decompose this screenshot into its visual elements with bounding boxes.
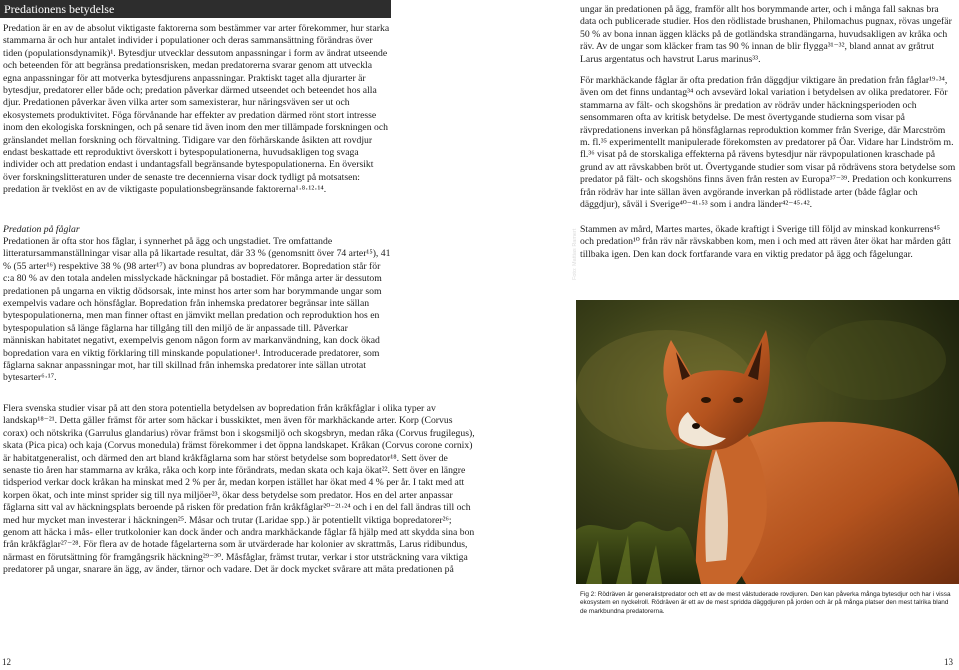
figure-caption: Fig 2: Rödräven är generalistpredator och ett av de mest välstuderade rovdjuren. Den kan påverka många bytesdjur och har i vissa ekosystem en nyckelroll. Rödräven är ett av de mest spridda däggdjuren på jorden och är på många platser den mest talrika bland de markbundna predatorerna. (580, 591, 951, 615)
gulls-paragraph: ungar än predationen på ägg, framför allt hos borymmande arter, och i många fall saknas bra data och publicerade studier. Hos den rödlistade brushanen, Philomachus pugnax, rövas ungefär 50 % av bona innan äggen kläcks på de gotländska strandängarna, huvudsakligen av kråka och räv. Av de ungar som kläcker fram tas 90 % innan de blir flygga³¹⁻³², bland annat av gråtrut Larus argentatus och havstrut Larus marinus³³. (580, 4, 952, 65)
photo-credit: Foto: Mattias Ramert (572, 228, 578, 280)
section-title: Predationens betydelse (0, 0, 391, 18)
corvid-paragraph: Flera svenska studier visar på att den stora potentiella betydelsen av bopredation från kråkfåglar i olika typer av landskap¹⁸⁻²¹. Detta gäller främst för arter som häckar i busskiktet, men även för markhäckande arter. Korp (Corvus corax) och nötskrika (Garrulus glandarius) rövar främst bon i skogsmiljö och skogsbryn, medan råka (Corvus frugilegus), skata (Pica pica) och kaja (Corvus monedula) främst förekommer i det öppna landskapet. Kråkan (Corvus corone cornix) är habitatgeneralist, och därmed den art bland kråkfåglarna som har störst betydelse som bopredator¹⁸. Sett över de senaste tio åren har stammarna av kråka, råka och korp inte förändrats, medan skata och kaja ökat²². Sett över en längre tidsperiod verkar dock kråkan ha minskat med 2 % per år, medan korpen istället har ökat med 4 % per år. I takt med att korpen ökat, och inte minst sprider sig till nya miljöer²³, ökar dess betydelse som predator. Hos en del arter anpassar fåglarna sitt val av häckningsplats beroende på risken för predation från kråkfåglar²⁰⁻²¹·²⁴ och i en del fall ändras till och med hur mycket man investerar i häckningen²⁵. Måsar och trutar (Laridae spp.) är potentiellt viktiga bopredatorer²⁶; genom att häcka i mås- eller trutkolonier kan dock änder och andra markhäckande fåglar få hjälp med att skydda sina bon från kråkfåglar²⁷⁻²⁸. För flera av de hotade fågelarterna som är utvärderade har kolonier av skrattmås, Larus ridibundus, närmast en förutsättning för framgångsrik häckning²⁹⁻³⁰. Måsfåglar, främst trutar, verkar i stor utsträckning vara viktiga predatorer på ungar, snarare än ägg, av änder, tärnor och vadare. Det är dock mycket svårare att mäta predationen på (3, 403, 475, 576)
intro-paragraph: Predation är en av de absolut viktigaste faktorerna som bestämmer var arter förekommer, hur starka stammarna är och hur antalet individer i populationer och deras sammansättning förändras över tiden (populationsdynamik)¹. Bytesdjur utvecklar dessutom anpassningar i form av ändrat utseende och beteenden för att begränsa predationsrisken, medan predatorerna svarar genom att utveckla egna anpassningar för att motverka bytesdjurens anpassningar. Praktiskt taget alla djurarter är bytesdjur, predatorer eller både och; predation påverkar därmed utseendet och beteendet hos alla djur. Predationen påverkar även vilka arter som samexisterar, hur näringsväven ser ut och ekosystemets produktivitet. Föga förvånande har effekter av predation därmed rönt stort intresse inom den ekologiska forskningen, och på senare tid även inom den mer tillämpade forskningen och gränslandet mellan forskning och förvaltning. Tidigare var den förhärskande åsikten att rovdjur endast beskattade ett reproduktivt överskott i bytespopulationerna, huvudsakligen tog svaga individer och att predation endast i undantagsfall begränsande bytespopulationerna. En översikt över forskningslitteraturen under de senaste tre decennierna visar dock tydligt på motsatsen: predation är tveklöst en av de viktigaste populationsbegränsande faktorerna¹·⁸·¹²·¹⁴. (3, 23, 390, 196)
birds-paragraph: Predationen är ofta stor hos fåglar, i synnerhet på ägg och ungstadiet. Tre omfattande litteratursammanställningar visar alla på likartade resultat, där 33 % (genomsnitt över 74 arter¹⁵), 41 % (55 arter¹⁶) respektive 38 % (98 arter¹⁷) av bona plundras av bopredatorer. Bopredation står för c:a 80 % av den totala andelen misslyckade häckningar på bostadiet. För många arter är dessutom predationen på ungarna en viktig dödsorsak, inte minst hos arter som har borymmande ungar som exempelvis vadare och hönsfåglar. Bopredation från inhemska predatorer begränsar inte sällan bytespopulationerna, men man finner oftast en jämvikt mellan predation och reproduktion hos en bytespopulation så länge fåglarna har tillgång till den miljö de är anpassade till. Påverkar människan habitatet negativt, exempelvis genom någon form av markanvändning, kan dock ökad bopredation vara en viktig förklaring till minskande populationer¹. Introducerade predatorer, som fåglarna saknar anpassningar mot, har till skillnad från inhemska predatorer inte sällan utrotat bytesarter⁶·¹⁷. (3, 236, 391, 384)
marten-paragraph: Stammen av mård, Martes martes, ökade kraftigt i Sverige till följd av minskad konkurrens⁴⁵ och predation¹⁰ från räv när rävskabben kom, men i och med att räven åter ökat har mården gått tillbaka igen. Den kan dock fortfarande vara en viktig predator på ägg och fågelungar. (580, 224, 951, 260)
fox-photo (576, 300, 959, 584)
left-page (0, 0, 476, 670)
mammals-paragraph: För markhäckande fåglar är ofta predation från däggdjur viktigare än predation från fåglar¹⁹·³⁴, även om det finns undantag³⁴ och avsevärd lokal variation i betydelsen av olika predatorer. För stammarna av fält- och skogshöns är predation av rödräv under häckningsperioden och sensommaren ofta av kritisk betydelse. De mest övertygande studierna som visar på rävpredationens inverkan på hönsfåglarnas reproduktion kommer från Sverige, där Marcström m. fl.³⁵ experimentellt manipulerade förekomsten av predatorer på Öar. Vidare har Lindström m. fl.³⁶ visat på de storskaliga effekterna på rävens bytesdjur när rävpopulationen kraschade på grund av att rävskabben bröt ut. Övertygande studier som visar på rödrävens stora betydelse som predator på fält- och skogshöns finns även från resten av Europa³⁷⁻³⁹. Predation och konkurrens från rödräv har inte sällan även avgörande inverkan på rödlistade arter (både fåglar och däggdjur), såväl i Sverige⁴⁰⁻⁴¹·⁵³ som i andra länder⁴²⁻⁴⁵·⁴². (580, 75, 956, 211)
right-page (480, 0, 959, 670)
section-heading: Predation på fåglar (3, 224, 80, 235)
fox-illustration (576, 300, 959, 584)
page-number-left: 12 (2, 657, 11, 667)
page-number-right: 13 (944, 657, 953, 667)
